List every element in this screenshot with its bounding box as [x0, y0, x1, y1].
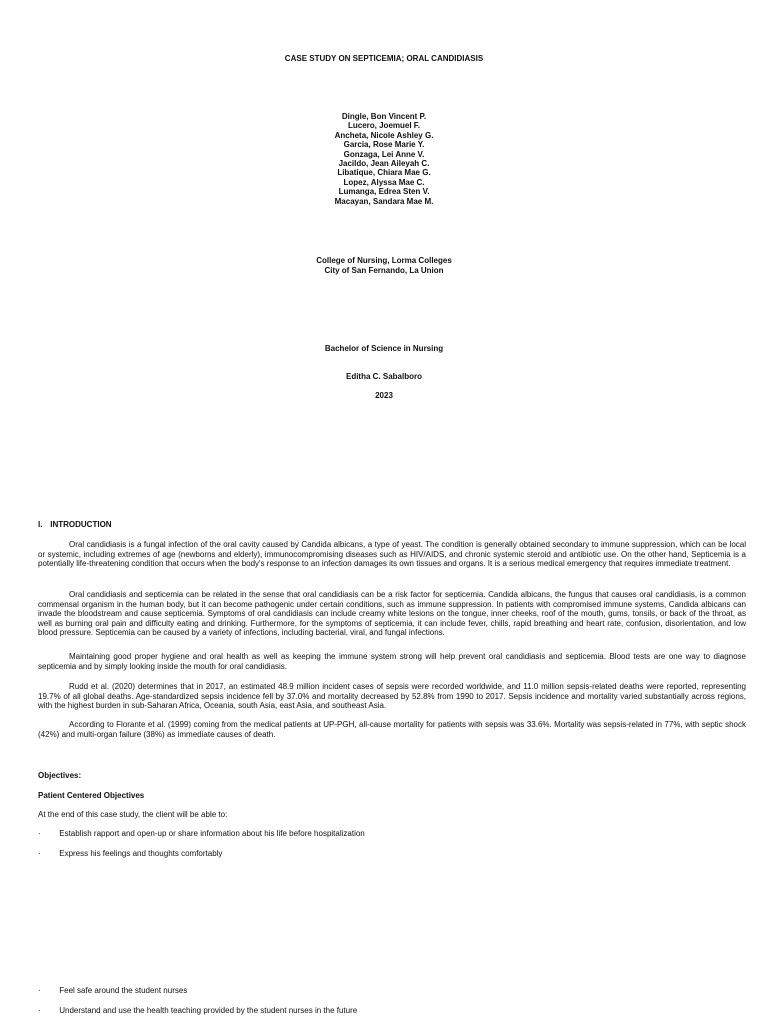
objective-text: Understand and use the health teaching provided by the student nurses in the future — [59, 1006, 358, 1015]
author-name: Gonzaga, Lei Anne V. — [343, 149, 425, 159]
patient-centered-objectives-heading: Patient Centered Objectives — [38, 791, 145, 800]
author-name: Lumanga, Edrea Sten V. — [338, 187, 430, 197]
college-city: City of San Fernando, La Union — [324, 266, 444, 275]
objective-item — [38, 1006, 357, 1015]
author-list — [0, 112, 768, 206]
objectives-lead-text: At the end of this case study, the client will be able to: — [38, 810, 228, 819]
author-name: Ancheta, Nicole Ashley G. — [334, 130, 434, 140]
bullet-icon: · — [38, 849, 41, 858]
intro-paragraph: According to Florante et al. (1999) coming from the medical patients at UP-PGH, all-cause mortality for patients with sepsis was 33.6%. Mortality was sepsis-related in 77%, with septic shock (42%) and multi-organ failure (38%) as immediate causes of death. — [38, 720, 746, 739]
document-title: CASE STUDY ON SEPTICEMIA; ORAL CANDIDIASIS — [284, 54, 484, 63]
bullet-icon: · — [38, 986, 41, 995]
section-title: INTRODUCTION — [50, 520, 112, 529]
author-name: Libatique, Chiara Mae G. — [337, 168, 431, 178]
instructor-name: Editha C. Sabalboro — [345, 372, 422, 381]
author-name: Jacildo, Jean Aileyah C. — [338, 159, 430, 169]
institution-block — [0, 256, 768, 276]
author-name: Lucero, Joemuel F. — [347, 121, 421, 131]
bullet-icon: · — [38, 1006, 41, 1015]
objective-item — [38, 849, 222, 858]
document-year: 2023 — [375, 391, 393, 400]
intro-paragraph: Oral candidiasis and septicemia can be related in the sense that oral candidiasis can be a risk factor for septicemia. Candida albicans, the fungus that causes oral candidiasis, is a common commensal organism in the human body, but it can become pathogenic under certain conditions, such as immune suppression. In patients with compromised immune systems, Candida albicans can invade the bloodstream and cause septicemia. Symptoms of oral candidiasis can include creamy white lesions on the tongue, inner cheeks, roof of the mouth, gums, tonsils, or back of the throat, as well as burning oral pain and difficulty eating and drinking. Furthermore, for the symptoms of septicemia, it can include fever, chills, rapid breathing and heart rate, confusion, disorientation, and low blood pressure. Septicemia can be caused by a variety of infections, including bacterial, viral, and fungal infections. — [38, 590, 746, 638]
college-name: College of Nursing, Lorma Colleges — [316, 256, 452, 265]
author-name: Macayan, Sandara Mae M. — [334, 196, 434, 206]
objective-item — [38, 829, 365, 838]
author-name: Dingle, Bon Vincent P. — [341, 112, 427, 121]
author-name: Lopez, Alyssa Mae C. — [343, 177, 425, 187]
intro-paragraph: Maintaining good proper hygiene and oral health as well as keeping the immune system strong will help prevent oral candidiasis and septicemia. Blood tests are one way to diagnose septicemia and by simply looking inside the mouth for oral candidiasis. — [38, 652, 746, 671]
objectives-heading: Objectives: — [38, 771, 82, 780]
objective-text: Express his feelings and thoughts comfortably — [59, 849, 223, 858]
intro-paragraph: Oral candidiasis is a fungal infection of the oral cavity caused by Candida albicans, a type of yeast. The condition is generally obtained secondary to immune suppression, which can be local or systemic, including extremes of age (newborns and elderly), immunocompromising diseases such as HIV/AIDS, and chronic systemic steroid and antibiotic use. On the other hand, Septicemia is a potentially life-threatening condition that occurs when the body's response to an infection damages its own tissues and organs. It is a serious medical emergency that requires immediate treatment. — [38, 540, 746, 569]
objective-text: Feel safe around the student nurses — [59, 986, 188, 995]
objective-text: Establish rapport and open-up or share information about his life before hospitalization — [59, 829, 365, 838]
intro-paragraph: Rudd et al. (2020) determines that in 2017, an estimated 48.9 million incident cases of sepsis were recorded worldwide, and 11.0 million sepsis-related deaths were reported, representing 19.7% of all global deaths. Age-standardized sepsis incidence fell by 37.0% and mortality decreased by 52.8% from 1990 to 2017. Sepsis incidence and mortality varied substantially across regions, with the highest burden in sub-Saharan Africa, Oceania, south Asia, east Asia, and southeast Asia. — [38, 682, 746, 711]
bullet-icon: · — [38, 829, 41, 838]
author-name: Garcia, Rose Marie Y. — [343, 140, 425, 150]
objective-item — [38, 986, 187, 995]
degree-program: Bachelor of Science in Nursing — [324, 344, 444, 353]
section-number: I. — [38, 520, 43, 529]
introduction-heading — [38, 520, 112, 529]
